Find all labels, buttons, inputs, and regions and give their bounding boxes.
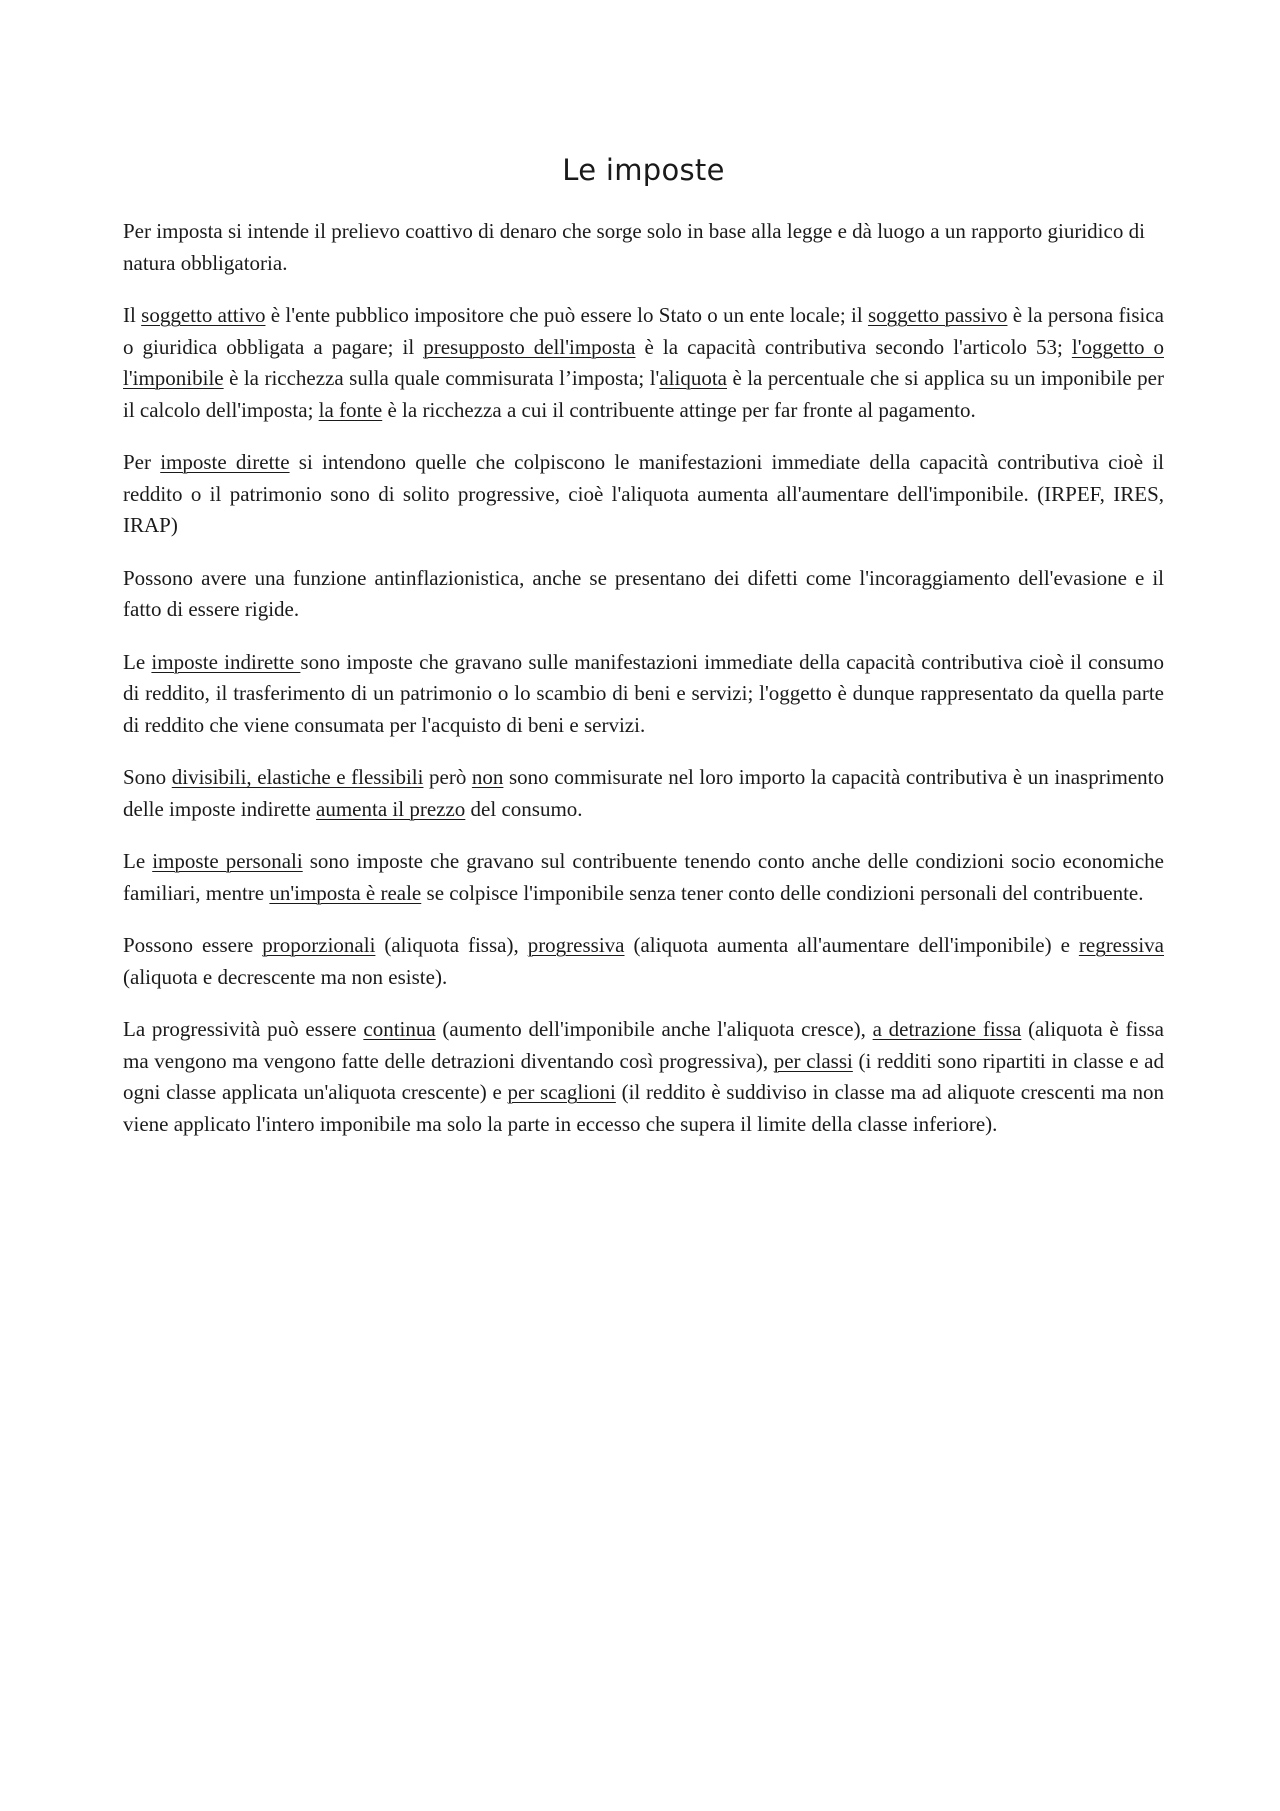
- text-run: sono imposte che gravano sulle manifestazioni immediate della capacità contributiva cioè il consumo di reddito, il trasferimento di un patrimonio o lo scambio di beni e servizi; l'oggetto è dunque rappresentato da quella parte di reddito che viene consumata per l'acquisto di beni e servizi.: [123, 649, 1164, 737]
- underlined-term: imposte indirette: [151, 649, 301, 674]
- page-title: Le imposte: [562, 153, 725, 187]
- paragraph: [123, 647, 1164, 742]
- text-run: (aliquota è fissa ma vengono ma vengono fatte delle detrazioni diventando così progressiva),: [123, 1017, 1164, 1073]
- underlined-term: proporzionali: [262, 933, 376, 957]
- text-run: Possono essere: [123, 933, 263, 957]
- text-run: Per imposta si intende il prelievo coattivo di denaro che sorge solo in base alla legge e dà luogo a un rapporto giuridico di natura obbligatoria.: [123, 219, 1145, 275]
- underlined-term: regressiva: [1078, 933, 1165, 957]
- paragraph: [123, 846, 1164, 909]
- document-page: [123, 150, 1164, 1161]
- text-run: Le: [123, 649, 152, 674]
- underlined-term: imposte personali: [152, 849, 303, 873]
- underlined-term: per scaglioni: [507, 1080, 616, 1104]
- underlined-term: per classi: [773, 1048, 853, 1073]
- text-run: è la capacità contributiva secondo l'articolo 53;: [635, 334, 1072, 359]
- underlined-term: continua: [363, 1017, 436, 1041]
- text-run: (il reddito è suddiviso in classe ma ad aliquote crescenti ma non viene applicato l'intero imponibile ma solo la parte in eccesso che supera il limite della classe inferiore).: [123, 1080, 1164, 1136]
- text-run: (aliquota fissa),: [375, 933, 528, 957]
- text-run: si intendono quelle che colpiscono le manifestazioni immediate della capacità contributiva cioè il reddito o il patrimonio sono di solito progressive, cioè l'aliquota aumenta all'aumentare dell'imponibile. (IRPEF, IRES, IRAP): [123, 450, 1164, 537]
- underlined-term: aliquota: [659, 366, 727, 390]
- underlined-term: progressiva: [527, 933, 625, 957]
- text-run: del consumo.: [465, 796, 583, 821]
- underlined-term: l'oggetto o l'imponibile: [123, 334, 1164, 390]
- text-run: è l'ente pubblico impositore che può essere lo Stato o un ente locale; il: [265, 303, 868, 327]
- paragraph: [123, 300, 1164, 426]
- underlined-term: divisibili, elastiche e flessibili: [171, 765, 424, 789]
- underlined-term: soggetto attivo: [141, 303, 266, 327]
- text-run: Per: [123, 450, 161, 474]
- paragraph: [123, 447, 1164, 542]
- underlined-term: presupposto dell'imposta: [423, 334, 636, 359]
- text-run: (aumento dell'imponibile anche l'aliquota cresce),: [435, 1017, 873, 1041]
- text-run: è la percentuale che si applica su un imponibile per il calcolo dell'imposta;: [123, 366, 1164, 422]
- underlined-term: non: [471, 765, 504, 789]
- text-run: Possono avere una funzione antinflazionistica, anche se presentano dei difetti come l'incoraggiamento dell'evasione e il fatto di essere rigide.: [123, 565, 1164, 621]
- text-run: però: [423, 765, 472, 789]
- paragraph: [123, 930, 1164, 993]
- underlined-term: la fonte: [318, 397, 383, 422]
- text-run: La progressività può essere: [123, 1017, 364, 1041]
- paragraph: [123, 216, 1164, 279]
- underlined-term: imposte dirette: [160, 450, 290, 474]
- text-run: (aliquota e decrescente ma non esiste).: [123, 964, 448, 989]
- paragraph: [123, 1014, 1164, 1140]
- paragraph: [123, 563, 1164, 626]
- text-run: se colpisce l'imponibile senza tener conto delle condizioni personali del contribuente.: [421, 880, 1144, 905]
- text-run: (i redditi sono ripartiti in classe e ad ogni classe applicata un'aliquota crescente) e: [123, 1048, 1164, 1104]
- text-run: è la ricchezza sulla quale commisurata l’imposta; l': [223, 366, 660, 390]
- document-body: [123, 216, 1164, 1140]
- text-run: Le: [123, 849, 153, 873]
- text-run: è la persona fisica o giuridica obbligata a pagare; il: [123, 303, 1164, 359]
- underlined-term: un'imposta è reale: [269, 880, 422, 905]
- paragraph: [123, 762, 1164, 825]
- text-run: sono imposte che gravano sul contribuente tenendo conto anche delle condizioni socio economiche familiari, mentre: [123, 849, 1164, 905]
- underlined-term: soggetto passivo: [867, 303, 1008, 327]
- underlined-term: a detrazione fissa: [872, 1017, 1022, 1041]
- underlined-term: aumenta il prezzo: [316, 796, 466, 821]
- text-run: Il: [123, 303, 142, 327]
- text-run: sono commisurate nel loro importo la capacità contributiva è un inasprimento delle imposte indirette: [123, 765, 1165, 821]
- text-run: (aliquota aumenta all'aumentare dell'imponibile) e: [624, 933, 1079, 957]
- text-run: Sono: [123, 765, 172, 789]
- text-run: è la ricchezza a cui il contribuente attinge per far fronte al pagamento.: [382, 397, 976, 422]
